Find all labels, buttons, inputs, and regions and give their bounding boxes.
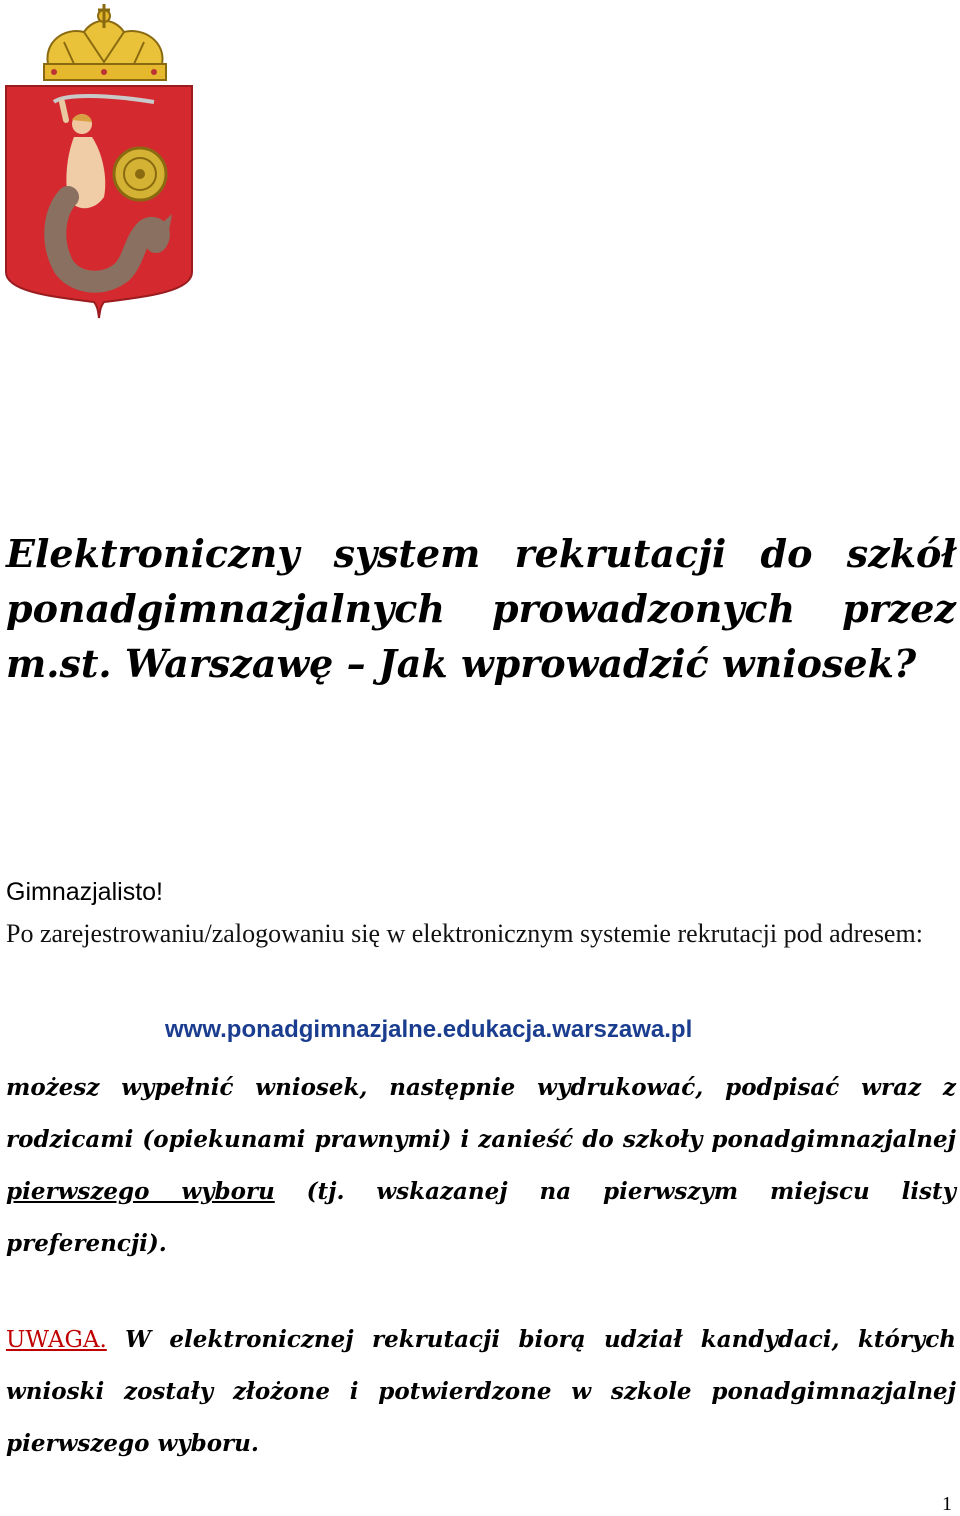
notice-text: W elektronicznej rekrutacji biorą udział kandydaci, których wnioski zostały złożone i potwierdzone w szkole ponadgimnazjalnej pierwszego wyboru.	[6, 1326, 956, 1457]
uwaga-label: UWAGA.	[6, 1327, 107, 1353]
greeting: Gimnazjalisto!	[6, 878, 163, 906]
first-choice-underlined: pierwszego wyboru	[6, 1178, 275, 1205]
warsaw-coat-of-arms-icon	[4, 2, 194, 320]
instructions-text-part2: (tj. wskazanej na pierwszym miejscu listy preferencji).	[6, 1178, 956, 1257]
recruitment-url-link[interactable]: www.ponadgimnazjalne.edukacja.warszawa.pl	[165, 1016, 693, 1043]
document-title: Elektroniczny system rekrutacji do szkół ponadgimnazjalnych prowadzonych przez m.st. Warszawę – Jak wprowadzić wniosek?	[6, 531, 956, 686]
intro-paragraph: Po zarejestrowaniu/zalogowaniu się w elektronicznym systemie rekrutacji pod adresem:	[6, 919, 923, 948]
crown-icon	[44, 4, 166, 80]
instructions-paragraph	[6, 1062, 956, 1270]
instructions-text-part1: możesz wypełnić wniosek, następnie wydrukować, podpisać wraz z rodzicami (opiekunami prawnymi) i zanieść do szkoły ponadgimnazjalnej	[6, 1074, 956, 1153]
page-number: 1	[942, 1493, 952, 1515]
notice-paragraph	[6, 1314, 956, 1470]
